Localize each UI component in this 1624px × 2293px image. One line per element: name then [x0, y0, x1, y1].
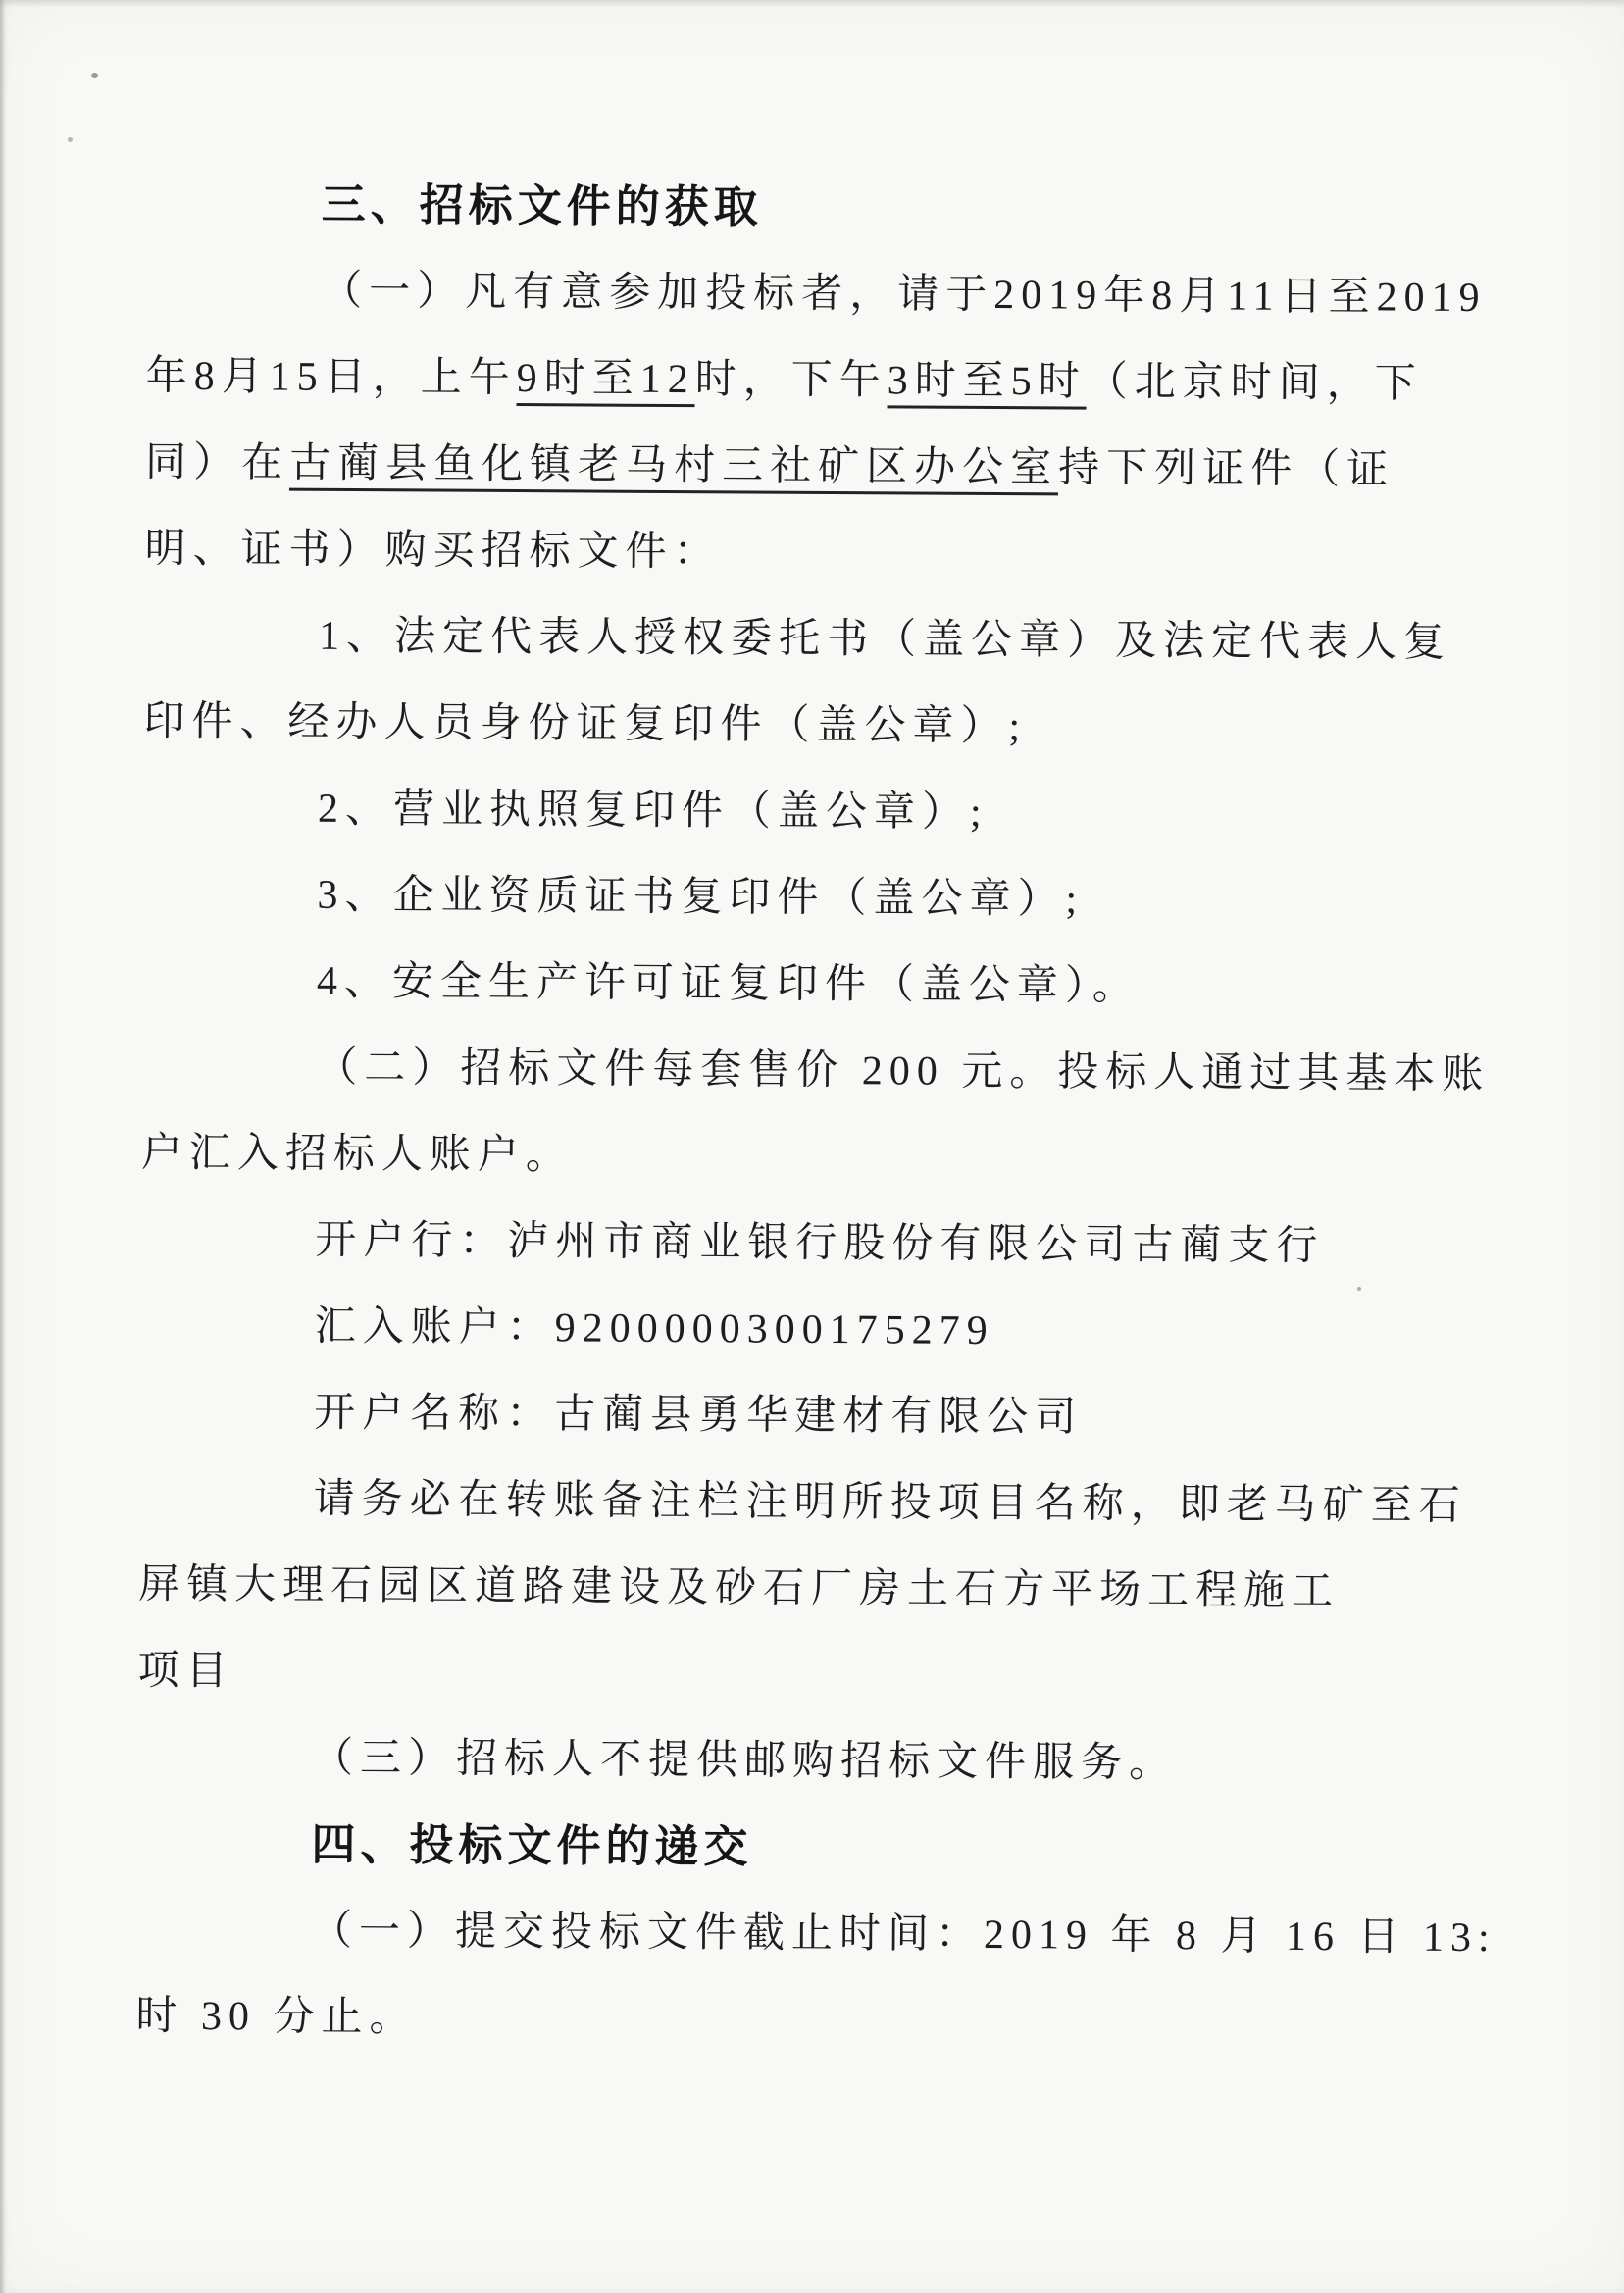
text-segment: （北京时间，下 — [1086, 359, 1423, 407]
scan-speck — [68, 137, 73, 142]
text-segment: 四、投标文件的递交 — [311, 1818, 753, 1872]
text-segment: 请务必在转账备注栏注明所投项目名称，即老马矿至石 — [313, 1476, 1467, 1529]
text-segment: 1、法定代表人授权委托书（盖公章）及法定代表人复 — [318, 613, 1452, 666]
text-segment: 屏镇大理石园区道路建设及砂石厂房土石方平场工程施工 — [138, 1561, 1341, 1615]
document-body — [135, 161, 1520, 2068]
text-line — [135, 1973, 1509, 2068]
text-segment: 3、企业资质证书复印件（盖公章）; — [317, 872, 1085, 923]
text-segment: 时，下午 — [694, 357, 888, 404]
text-segment: （一）凡有意参加投标者，请于2019年8月11日至2019 — [321, 268, 1487, 322]
text-line — [144, 592, 1518, 688]
text-line — [143, 765, 1517, 860]
text-segment: 同）在 — [144, 439, 290, 486]
text-line — [137, 1714, 1511, 1809]
text-segment: （一）提交投标文件截止时间：2019 年 8 月 16 日 13: — [310, 1908, 1497, 1962]
text-segment: 印件、经办人员身份证复印件（盖公章）; — [143, 698, 1028, 750]
text-segment: 年8月15日，上午 — [145, 353, 517, 402]
text-line — [140, 1197, 1514, 1292]
text-line — [138, 1455, 1512, 1551]
text-line — [139, 1369, 1513, 1464]
text-line — [137, 1628, 1511, 1723]
section-heading — [146, 161, 1520, 256]
text-line — [144, 506, 1518, 601]
underlined-text: 9时至12 — [516, 356, 695, 403]
text-segment: 明、证书）购买招标文件： — [144, 526, 722, 576]
text-line — [138, 1542, 1512, 1637]
text-segment: 持下列证件（证 — [1058, 445, 1396, 493]
text-line — [145, 333, 1519, 429]
underlined-text: 古蔺县鱼化镇老马村三社矿区办公室 — [289, 440, 1059, 491]
text-line — [146, 247, 1520, 342]
underlined-text: 3时至5时 — [887, 358, 1087, 405]
text-line — [141, 1024, 1515, 1119]
text-segment: （二）招标文件每套售价 200 元。投标人通过其基本账 — [316, 1045, 1491, 1098]
text-segment: 项目 — [137, 1648, 234, 1695]
text-line — [145, 420, 1519, 515]
text-segment: 开户名称：古蔺县勇华建材有限公司 — [314, 1390, 1084, 1441]
text-segment: 开户行：泸州市商业银行股份有限公司古蔺支行 — [315, 1217, 1325, 1270]
text-line — [139, 1283, 1513, 1378]
section-heading — [136, 1801, 1510, 1896]
text-segment: （三）招标人不提供邮购招标文件服务。 — [311, 1735, 1178, 1787]
text-segment: 2、营业执照复印件（盖公章）; — [317, 786, 989, 836]
text-line — [142, 851, 1516, 946]
text-line — [142, 938, 1516, 1033]
text-line — [136, 1887, 1510, 1982]
text-segment: 汇入账户：9200000300175279 — [314, 1303, 994, 1354]
text-segment: 户汇入招标人账户。 — [140, 1130, 574, 1179]
text-line — [143, 679, 1517, 774]
scan-speck — [91, 73, 98, 78]
text-segment: 时 30 分止。 — [135, 1993, 418, 2041]
text-line — [141, 1110, 1515, 1205]
text-segment: 4、安全生产许可证复印件（盖公章）。 — [316, 958, 1142, 1009]
text-segment: 三、招标文件的获取 — [321, 178, 763, 232]
